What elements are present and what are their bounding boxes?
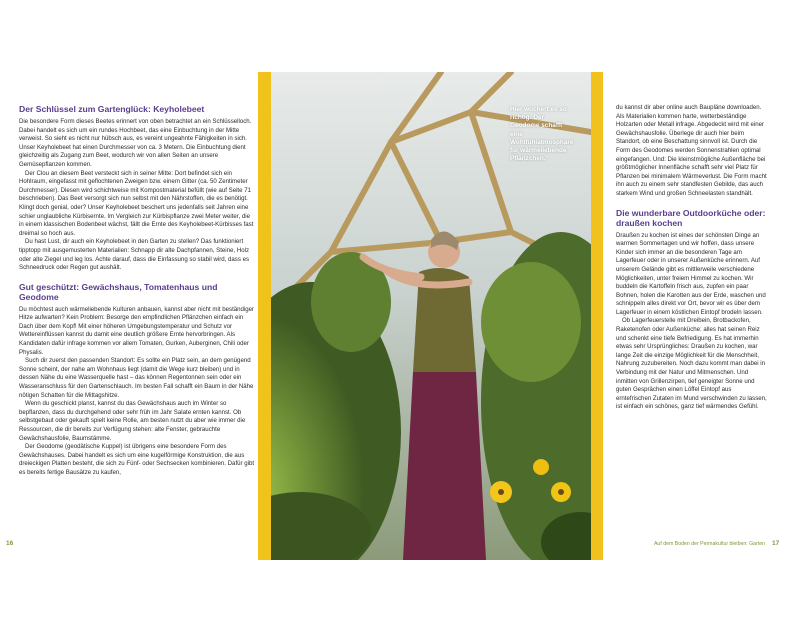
photo-caption: Hier wuchert es so richtig: Der Geodome schafft eine Wohlfühlatmosphäre für wärmeliebende Pflänzchen.: [510, 106, 574, 163]
paragraph: Der Clou an diesem Beet versteckt sich in seiner Mitte: Dort befindet sich ein Hohlraum, eingefasst mit geflochtenen Zweigen bzw. einem Gitter (ca. 50 Zentimeter Durchmesser). Diesen wird schichtweise mit Kompostmaterial befüllt (wie auf Seite 71 beschrieben). Das Beet versorgt sich nun selbst mit den Nährstoffen, die es benötigt. Klingt doch genial, oder? Unser Keyholebeet beschert uns jedenfalls seit Jahren eine schier unglaubliche Kürbisernte. Im Vergleich zur Kürbispflanze zwei Meter weiter, die in einem klassischen Bodenbeet wächst, fällt die Ernte des Keyholebeet-Kürbisses fast dreimal so hoch aus.: [19, 169, 254, 237]
left-column: [19, 104, 255, 478]
right-column: [616, 104, 768, 412]
paragraph: Wenn du geschickt planst, kannst du das Gewächshaus auch im Winter so bepflanzen, dass du durchgehend oder sehr früh im Jahr Salate ernten kannst. Ob selbstgebaut oder gekauft spielt keine Rolle, am besten nutzt du aber wie immer die Ressourcen, die dir bereits zur Verfügung stehen: alte Fenster, gebrauchte Gewächshausfolie, Baumstämme.: [19, 400, 246, 442]
running-footer: Auf dem Boden der Permakultur bleiben: Garten: [653, 541, 765, 547]
heading-outdoorkueche: Die wunderbare Outdoorküche oder: draußen kochen: [616, 207, 766, 228]
paragraph: Der Geodome (geodätische Kuppel) ist übrigens eine besondere Form des Gewächshauses. Dabei handelt es sich um eine kugelförmige Konstruktion, die aus dreieckigen Platten besteht, die sich zu Fünf- oder Sechsecken kombinieren. Dafür gibt es bereits fertige Bausätze zu kaufen,: [19, 443, 255, 476]
paragraph: Ob Lagerfeuerstelle mit Dreibein, Brotbackofen, Raketenofen oder Außenküche: alles hat seinen Reiz und schenkt eine tiefe Befriedigung. Es hat immerhin etwas sehr Ursprüngliches: Draußen zu kochen, war lange Zeit die einzige Möglichkeit für die Menschheit, Nahrung zuzubereiten. Noch dazu kommt man dabei in Verbindung mit der Natur und Mitmenschen. Und inmitten von Grillenzirpen, tief geneigter Sonne und guten Gesprächen einen Löffel Eintopf aus erntefrischen Zutaten im Mund verschwinden zu lassen, ist einfach ein schönes, ganz tief wärmendes Gefühl.: [616, 317, 767, 411]
paragraph: Draußen zu kochen ist eines der schönsten Dinge an warmen Sommertagen und wir hoffen, dass unsere Kinder sich immer an die besonderen Tage am Lagerfeuer oder in unserer Außenküche erinnern. Auf unserem Gelände gibt es mittlerweile verschiedene Möglichkeiten, unter freiem Himmel zu kochen. Wir buddeln die Kartoffeln frisch aus, zupfen ein paar Bohnen, holen die Karotten aus der Erde, waschen und schnippeln alles direkt vor Ort, bevor wir es über dem Lagerfeuer in einem köstlichen Eintopf brodeln lassen.: [616, 231, 766, 316]
paragraph: Die besondere Form dieses Beetes erinnert von oben betrachtet an ein Schlüsselloch. Dabei handelt es sich um ein rundes Hochbeet, das eine Einbuchtung in der Mitte verweist. So sieht es nicht nur hübsch aus, es vereint ungeahnte Fähigkeiten in sich. Unser Keyholebeet hat einen Durchmesser von ca. 3 Metern. Die Einbuchtung dient gleichzeitig als Zugang zum Beet, wodurch wir von allen Seiten an unsere Gemüsepflanzen kommen.: [19, 118, 252, 168]
paragraph: Such dir zuerst den passenden Standort: Es sollte ein Platz sein, an dem genügend Sonne scheint, der nahe am Wohnhaus liegt (damit die Wege kurz bleiben) und in dessen Nähe du eine Wasserquelle hast – das können Regentonnen sein oder ein Wasseranschluss für den Gartenschlauch. Im besten Fall schafft ein Baum in der Nähe nötigen Schatten für die Mittagshitze.: [19, 357, 254, 399]
paragraph: du kannst dir aber online auch Baupläne downloaden. Als Materialien kommen harte, wetterbeständige Holzarten oder Metall infrage. Abgedeckt wird mit einer Gewächshausfolie. Überlege dir auch hier beim Standort, ob eine Beschattung sinnvoll ist. Durch die Form des Geodomes werden Sonnenstrahlen optimal eingefangen. Und: Die kleinstmögliche Außenfläche bei größtmöglicher Innenfläche schafft sehr viel Platz für Pflanzen bei minimalem Wärmeverlust. Die Form macht ihn auch zu einem sehr standfesten Gebilde, das auch starkem Wind und großen Schneelasten standhält.: [616, 104, 767, 197]
paragraph: Du hast Lust, dir auch ein Keyholebeet in den Garten zu stellen? Das funktioniert tipptopp mit ausgemusterten Materialien: Schnapp dir alte Dachpfannen, Steine, Holz oder alte Ziegel und leg los. Achte darauf, dass die Einfassung so stabil wird, dass es Schneedruck oder Regen gut aushält.: [19, 238, 250, 272]
page-number-left: 16: [6, 540, 14, 547]
paragraph: Du möchtest auch wärmeliebende Kulturen anbauen, kannst aber nicht mit beständiger Hitze aufwarten? Kein Problem: Besorge den empfindlichen Pflänzchen einfach ein Dach über dem Kopf! Mit einer höheren Umgebungstemperatur und Schutz vor Wettereinflüssen kannst du damit eine deutlich größere Ernte hervorbringen. Als Kandidaten dafür infrage kommen vor allem Tomaten, Gurken, Auberginen, Chili oder Physalis.: [19, 305, 255, 356]
page-number-right: 17: [772, 540, 780, 547]
heading-gewaechshaus: Gut geschützt: Gewächshaus, Tomatenhaus und Geodome: [19, 281, 218, 302]
heading-keyholebeet: Der Schlüssel zum Gartenglück: Keyholebeet: [19, 104, 205, 114]
